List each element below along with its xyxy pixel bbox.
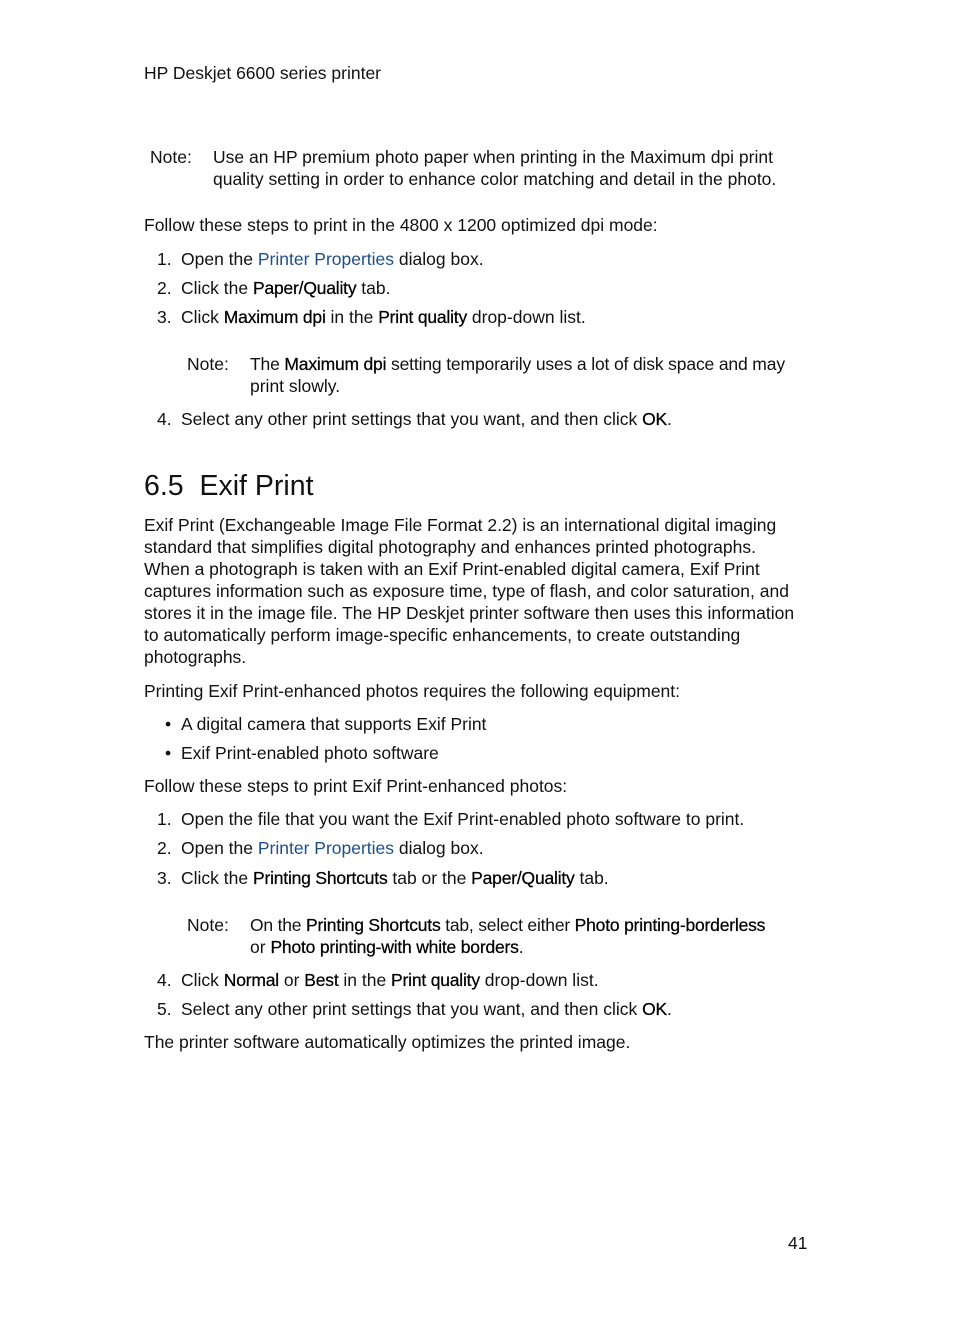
ui-term: Printing Shortcuts — [252, 868, 388, 888]
section-number: 6.5 — [144, 470, 184, 502]
printer-properties-link[interactable]: Printer Properties — [257, 249, 395, 269]
ui-term: Print quality — [378, 307, 468, 327]
ui-term: Photo printing-with white borders — [270, 937, 519, 957]
step-text: Click the — [181, 868, 253, 888]
page-number: 41 — [788, 1233, 808, 1253]
step-text: . — [666, 999, 672, 1019]
step-text: tab or the — [387, 868, 472, 888]
body-line: standard that simplifies digital photography and enhances printed photographs. — [144, 537, 756, 557]
step-text: Select any other print settings that you want, and then click — [181, 409, 643, 429]
note-text: . — [518, 937, 524, 957]
section-title: Exif Print — [199, 470, 314, 502]
note-text: The — [250, 354, 285, 374]
printer-properties-link[interactable]: Printer Properties — [257, 838, 395, 858]
step-text: drop-down list. — [479, 970, 599, 990]
step-text: dialog box. — [394, 249, 484, 269]
note-label: Note: — [150, 147, 192, 167]
ui-term: Normal — [223, 970, 279, 990]
note-text-line — [250, 353, 785, 375]
step-text: Open the — [181, 249, 258, 269]
ui-term: Print quality — [391, 970, 480, 990]
body-line: stores it in the image file. The HP Deskjet printer software then uses this information — [144, 603, 795, 623]
step-text: dialog box. — [394, 838, 484, 858]
note-text: or — [250, 937, 271, 957]
list-item — [181, 277, 390, 299]
list-item — [181, 248, 484, 270]
ui-term: Photo printing-borderless — [574, 915, 766, 935]
note-text: On the — [250, 915, 306, 935]
ui-term: Paper/Quality — [471, 868, 575, 888]
step-number: 1. — [157, 809, 172, 829]
note-label: Note: — [187, 354, 229, 374]
ui-term: Maximum dpi — [284, 354, 387, 374]
step-number: 4. — [157, 409, 172, 429]
note-text-line — [250, 914, 765, 936]
running-header: HP Deskjet 6600 series printer — [144, 63, 382, 83]
note-text: tab, select either — [440, 915, 575, 935]
body-line: Exif Print (Exchangeable Image File Format 2.2) is an international digital imaging — [144, 515, 777, 535]
step-text: tab. — [356, 278, 391, 298]
list-item — [181, 969, 599, 991]
body-line: to automatically perform image-specific enhancements, to create outstanding — [144, 625, 741, 645]
list-item: Open the file that you want the Exif Print-enabled photo software to print. — [181, 809, 745, 829]
bullet: • — [165, 714, 172, 734]
ui-term: Paper/Quality — [252, 278, 357, 298]
list-item: A digital camera that supports Exif Print — [181, 714, 487, 734]
ui-term: OK — [642, 999, 667, 1019]
exif-steps-intro: Follow these steps to print Exif Print-enhanced photos: — [144, 776, 568, 796]
ui-term: OK — [642, 409, 667, 429]
list-item — [181, 837, 484, 859]
step-number: 4. — [157, 970, 172, 990]
step-text: Click the — [181, 278, 253, 298]
body-line: captures information such as exposure time, type of flash, and color saturation, and — [144, 581, 789, 601]
ui-term: Printing Shortcuts — [306, 915, 441, 935]
step-text: in the — [325, 307, 379, 327]
step-text: or — [278, 970, 305, 990]
step-text: Click — [181, 970, 224, 990]
step-text: . — [666, 409, 672, 429]
note-text: setting temporarily uses a lot of disk space and may — [386, 354, 785, 374]
list-item: Exif Print-enabled photo software — [181, 743, 439, 763]
step-number: 1. — [157, 249, 172, 269]
note-text-line: print slowly. — [250, 376, 341, 396]
list-item — [181, 306, 586, 328]
equipment-intro: Printing Exif Print-enhanced photos requires the following equipment: — [144, 681, 681, 701]
body-line: photographs. — [144, 647, 247, 667]
step-number: 5. — [157, 999, 172, 1019]
step-number: 3. — [157, 868, 172, 888]
closing-text: The printer software automatically optimizes the printed image. — [144, 1032, 631, 1052]
list-item — [181, 998, 672, 1020]
note-text-line — [250, 936, 524, 958]
body-line: When a photograph is taken with an Exif Print-enabled digital camera, Exif Print — [144, 559, 760, 579]
step-text: drop-down list. — [467, 307, 586, 327]
dpi-intro: Follow these steps to print in the 4800 x 1200 optimized dpi mode: — [144, 215, 658, 235]
bullet: • — [165, 743, 172, 763]
step-text: in the — [338, 970, 392, 990]
note-text-line: Use an HP premium photo paper when printing in the Maximum dpi print — [213, 147, 773, 167]
step-number: 2. — [157, 278, 172, 298]
step-text: Open the — [181, 838, 258, 858]
note-text-line: quality setting in order to enhance color matching and detail in the photo. — [213, 169, 777, 189]
ui-term: Best — [304, 970, 339, 990]
step-text: tab. — [574, 868, 609, 888]
step-text: Select any other print settings that you want, and then click — [181, 999, 643, 1019]
step-text: Click — [181, 307, 224, 327]
list-item — [181, 408, 672, 430]
note-label: Note: — [187, 915, 229, 935]
ui-term: Maximum dpi — [223, 307, 326, 327]
step-number: 3. — [157, 307, 172, 327]
list-item — [181, 867, 609, 889]
section-heading — [144, 468, 314, 504]
step-number: 2. — [157, 838, 172, 858]
